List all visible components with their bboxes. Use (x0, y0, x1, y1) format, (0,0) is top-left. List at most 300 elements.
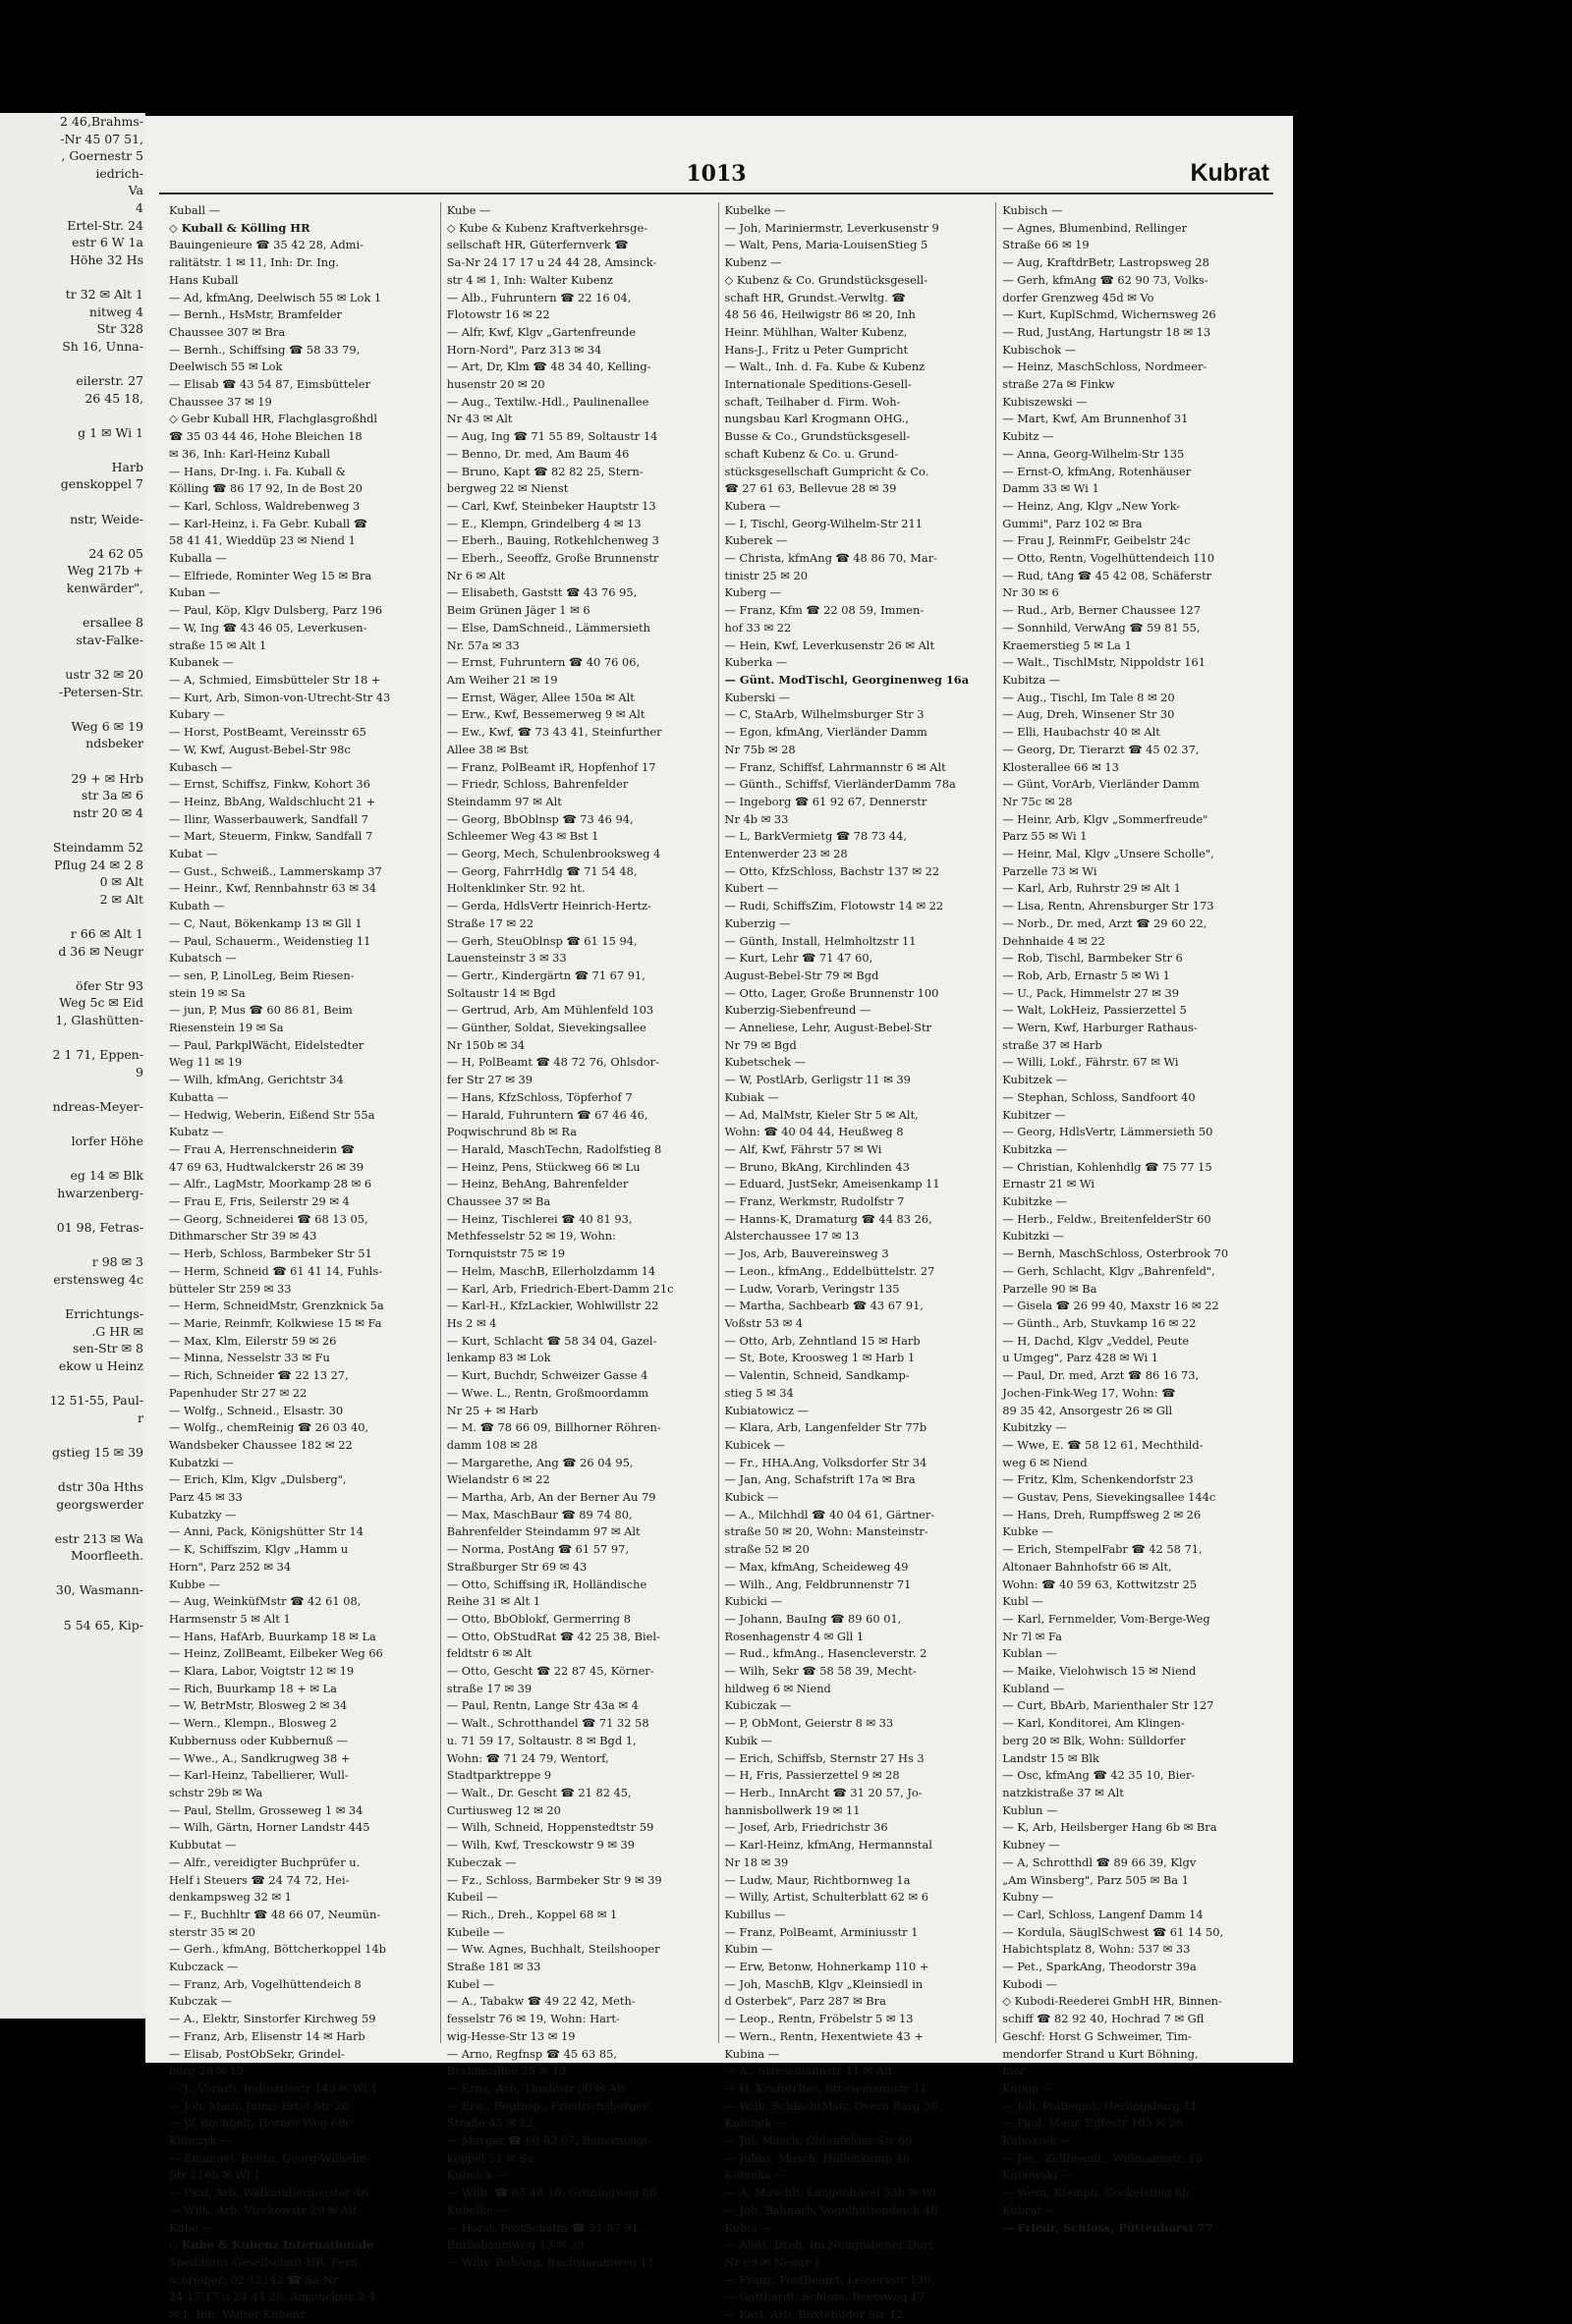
directory-entry-line: Kubiatowicz — (724, 1403, 810, 1417)
directory-entry-line: koppel 51 ✉ Sa (446, 2150, 533, 2165)
directory-entry-line: Chaussee 37 ✉ 19 (169, 394, 272, 409)
directory-entry-line: — Aug., Textilw.-Hdl., Paulinenallee (446, 394, 649, 409)
directory-entry-line: — Georg, Dr, Tierarzt ☎ 45 02 37, (1002, 742, 1200, 756)
directory-entry-line: — Wilh, Kwf, Tresckowstr 9 ✉ 39 (446, 1838, 635, 1853)
directory-entry-line: — Wilh, Gärtn, Horner Landstr 445 (169, 1820, 370, 1835)
left-strip-line: erstensweg 4c (53, 1271, 143, 1287)
directory-entry-line: bütteler Str 259 ✉ 33 (169, 1281, 292, 1296)
left-strip-line (0, 355, 145, 372)
left-strip-line: Pflug 24 ✉ 2 8 (54, 857, 143, 872)
left-strip-line: nstr 20 ✉ 4 (73, 804, 143, 820)
left-strip-line: ustr 32 ✉ 20 (65, 667, 143, 682)
directory-entry-line: — Wolfg., Schneid., Elsastr. 30 (169, 1403, 344, 1417)
directory-entry-line: — Kurt, Buchdr, Schweizer Gasse 4 (446, 1368, 648, 1383)
directory-entry-line: — W, Ing ☎ 43 46 05, Leverkusen- (169, 620, 367, 635)
directory-entry-line: — Art, Dr, Klm ☎ 48 34 40, Kelling- (446, 360, 651, 374)
directory-entry-line: Kubanek — (169, 655, 234, 670)
directory-entry-line: Nr. 57a ✉ 33 (446, 637, 520, 652)
left-strip-line: nitweg 4 (88, 304, 143, 319)
left-strip-line: 01 98, Fetras- (56, 1220, 143, 1235)
directory-entry-line: stein 19 ✉ Sa (169, 985, 246, 1000)
directory-entry-line: Brahmsallee 25 ✉ 13 (446, 2064, 567, 2078)
directory-entry-line: u. 71 59 17, Soltaustr. 8 ✉ Bgd 1, (446, 1733, 637, 1747)
directory-entry-line: schstr 29b ✉ Wa (169, 1785, 263, 1799)
directory-entry-line: — Willy, Artist, Schulterblatt 62 ✉ 6 (724, 1890, 928, 1905)
page-header (159, 157, 1273, 194)
left-strip-line: 2 46,Brahms- (60, 114, 143, 129)
directory-entry-line: — Kurt, KuplSchmd, Wichernsweg 26 (1002, 307, 1216, 322)
directory-entry-line: — Walt., Schrotthandel ☎ 71 32 58 (446, 1716, 649, 1731)
directory-entry-line: Kubel — (446, 1976, 495, 1991)
directory-entry-line: — Bruno, BkAng, Kirchlinden 43 (724, 1159, 910, 1174)
directory-entry-line: — Wilh, SchlachtMstr, Overn Barg 39 (724, 2098, 938, 2113)
directory-entry-line: — Martha, Arb, An der Berner Au 79 (446, 1490, 656, 1505)
directory-entry-line: 47 69 63, Hudtwalckerstr 26 ✉ 39 (169, 1159, 365, 1174)
directory-entry-line: — Martha, Sachbearb ☎ 43 67 91, (724, 1299, 925, 1313)
directory-entry-line: — Wwe., A., Sandkrugweg 38 + (169, 1750, 351, 1765)
directory-entry-line: — Gerh, Schlacht, Klgv „Bahrenfeld", (1002, 1263, 1215, 1278)
directory-entry-line: — Alf, Kwf, Fährstr 57 ✉ Wi (724, 1141, 882, 1156)
directory-entry-line: Wohn: ☎ 71 24 79, Wentorf, (446, 1750, 609, 1765)
left-strip-line: ekow u Heinz (58, 1357, 143, 1373)
left-strip-line (0, 821, 145, 839)
directory-entry-line: — Rud, tAng ☎ 45 42 08, Schäferstr (1002, 568, 1212, 582)
directory-entry-line: hier (1002, 2064, 1026, 2078)
directory-entry-line: Kubeile — (446, 1924, 505, 1939)
directory-entry-line: schaft HR, Grundst.-Verwltg. ☎ (724, 290, 906, 304)
directory-entry-line: — Gertr., Kindergärtn ☎ 71 67 91, (446, 968, 646, 982)
directory-entry-line: — Rob, Tischl, Barmbeker Str 6 (1002, 951, 1183, 966)
left-strip-line: ndreas-Meyer- (52, 1098, 143, 1114)
directory-entry-line: ☎ 35 03 44 46, Hohe Bleichen 18 (169, 429, 363, 444)
directory-entry-line: — Valentin, Schneid, Sandkamp- (724, 1368, 910, 1383)
directory-entry-line: schreiber: 02-12142 ☎ Sa-Nr (169, 2272, 339, 2287)
directory-entry-line: — Max, MaschBaur ☎ 89 74 80, (446, 1507, 633, 1522)
left-strip-line: r (138, 1410, 143, 1425)
directory-entry-line: Wandsbeker Chaussee 182 ✉ 22 (169, 1437, 353, 1452)
left-strip-line: 24 62 05 (88, 545, 143, 561)
directory-entry-line: — Heinz, Ang, Klgv „New York- (1002, 498, 1181, 513)
directory-entry-line: — Joh, MaschB, Klgv „Kleinsiedl in (724, 1976, 924, 1991)
directory-entry-line: Rosenhagenstr 4 ✉ Gll 1 (724, 1629, 865, 1643)
directory-entry-line: — Rud, JustAng, Hartungstr 18 ✉ 13 (1002, 324, 1211, 339)
directory-entry-line: — Bruno, Kapt ☎ 82 82 25, Stern- (446, 464, 644, 478)
directory-entry-line: — Heinr, Mal, Klgv „Unsere Scholle", (1002, 847, 1214, 861)
directory-entry-line: Kubicki — (724, 1594, 782, 1609)
directory-entry-line: — H, KraftdrBes, Stresemannstr 11 (724, 2080, 927, 2095)
directory-entry-line: Straße 181 ✉ 33 (446, 1960, 541, 1974)
left-strip-line (0, 1115, 145, 1133)
directory-entry-line: ✉ 36, Inh: Karl-Heinz Kuball (169, 446, 331, 461)
left-strip-line: Höhe 32 Hs (69, 251, 143, 267)
directory-entry-line: — Karl-Heinz, i. Fa Gebr. Kuball ☎ (169, 516, 367, 530)
directory-entry-line: — F., Buchhltr ☎ 48 66 07, Neumün- (169, 1907, 381, 1921)
directory-entry-line: — Otto, Arb, Zehntland 15 ✉ Harb (724, 1333, 921, 1348)
left-strip-line: estr 6 W 1a (72, 235, 143, 250)
directory-entry-line: — Joh, Mariniermstr, Leverkusenstr 9 (724, 220, 939, 235)
directory-entry-line: — Walt., TischlMstr, Nippoldstr 161 (1002, 655, 1207, 670)
directory-entry-line: — Franz, Kfm ☎ 22 08 59, Immen- (724, 603, 925, 618)
directory-entry-line: ✉ 1, Inh: Walter Kubenz (169, 2307, 306, 2322)
directory-entry-line: — Franz, PostBeamt, Lessersstr 139 (724, 2272, 931, 2287)
left-strip-line: Moorfleeth. (70, 1548, 143, 1564)
directory-entry-line: Nr 18 ✉ 39 (724, 1854, 789, 1869)
directory-entry-line: — Rud., Arb, Berner Chaussee 127 (1002, 603, 1201, 618)
left-strip-line (0, 441, 145, 459)
left-strip-line: -Nr 45 07 51, (60, 131, 143, 146)
directory-entry-line: Kubin — (724, 1942, 773, 1957)
directory-entry-line: Kubelke — (446, 2202, 508, 2217)
left-strip-line: Va (128, 183, 143, 198)
directory-entry-line: straße 17 ✉ 39 (446, 1681, 533, 1695)
left-strip-line: hwarzenberg- (57, 1185, 143, 1200)
directory-entry-line: — Fz., Schloss, Barmbeker Str 9 ✉ 39 (446, 1872, 662, 1887)
directory-entry-line: Kubicek — (724, 1437, 786, 1452)
directory-entry-line: — Hans, HafArb, Buurkamp 18 ✉ La (169, 1629, 376, 1643)
directory-entry-line: Harmsenstr 5 ✉ Alt 1 (169, 1611, 291, 1626)
directory-entry-line: schaft Kubenz & Co. u. Grund- (724, 446, 899, 461)
directory-entry-line: — P, ObMont, Geierstr 8 ✉ 33 (724, 1716, 894, 1731)
directory-entry-line: — Marie, Reinmfr, Kolkwiese 15 ✉ Fa (169, 1316, 382, 1330)
directory-entry-line: — Wilh. ☎ 65 48 10, Grüningweg 8b (446, 2186, 657, 2200)
directory-entry-line: — Horst, PostBeamt, Vereinsstr 65 (169, 725, 366, 740)
directory-entry-line: — Hein, Kwf, Leverkusenstr 26 ✉ Alt (724, 637, 935, 652)
directory-entry-line: — M. ☎ 78 66 09, Billhorner Röhren- (446, 1420, 661, 1435)
directory-entry-line: — jun, P, Mus ☎ 60 86 81, Beim (169, 1003, 353, 1018)
directory-entry-line: natzkistraße 37 ✉ Alt (1002, 1785, 1124, 1799)
directory-entry-line: — Christa, kfmAng ☎ 48 86 70, Mar- (724, 551, 938, 566)
directory-entry-line: — Gotthardt, Schloss, Beetsweg 17 (724, 2290, 926, 2304)
directory-entry-line: — Paul, Schauerm., Weidenstieg 11 (169, 933, 371, 948)
directory-entry-line: Kuboszek — (1002, 2133, 1072, 2148)
directory-entry-line: — Aug, Ing ☎ 71 55 89, Soltaustr 14 (446, 429, 658, 444)
directory-entry-line: Busse & Co., Grundstücksgesell- (724, 429, 911, 444)
directory-entry-line: August-Bebel-Str 79 ✉ Bgd (724, 968, 879, 982)
directory-column-2 (441, 202, 719, 2269)
directory-entry-line: — Bernh, MaschSchloss, Osterbrook 70 (1002, 1246, 1229, 1261)
directory-entry-line: Am Weiher 21 ✉ 19 (446, 672, 558, 687)
directory-entry-line: — Julius, Masch, Hüllenkamp 46 (724, 2150, 910, 2165)
directory-entry-line: — Wilh, Schneid, Hoppenstedtstr 59 (446, 1820, 654, 1835)
directory-entry-line: Kube — (169, 2220, 213, 2235)
directory-entry-line: — Otto, Gescht ☎ 22 87 45, Körner- (446, 1664, 654, 1679)
directory-entry-line: — Erich, StempelFabr ☎ 42 58 71, (1002, 1542, 1203, 1557)
directory-entry-line: Horn-Nord", Parz 313 ✉ 34 (446, 342, 602, 357)
directory-entry-line: — Hedwig, Weberin, Eißend Str 55a (169, 1107, 375, 1122)
directory-entry-line: Nr 79 ✉ Bgd (724, 1037, 797, 1052)
directory-entry-line: — Günth., Arb, Stuvkamp 16 ✉ 22 (1002, 1316, 1197, 1330)
left-strip-line: Errichtungs- (65, 1305, 143, 1321)
directory-entry-line: Curtiusweg 12 ✉ 20 (446, 1802, 561, 1817)
directory-entry-line: straße 37 ✉ Harb (1002, 1037, 1102, 1052)
directory-entry-line: sterstr 35 ✉ 20 (169, 1924, 255, 1939)
directory-entry-line: Nr 75c ✉ 28 (1002, 794, 1073, 808)
directory-entry-line: — Heinz, Tischlerei ☎ 40 81 93, (446, 1211, 633, 1226)
directory-entry-line: Hans Kuball (169, 272, 239, 287)
directory-entry-line: — Wern, Klempn, Gockelstieg 6b (1002, 2186, 1190, 2200)
directory-entry-line: — Wern., Klempn., Blosweg 2 (169, 1716, 337, 1731)
directory-entry-line: — Erna, Arb, Thedestr 90 ✉ Alt (446, 2080, 626, 2095)
directory-entry-line: — Herb., InnArcht ☎ 31 20 57, Jo- (724, 1785, 923, 1799)
directory-entry-line: ◇ Kube & Kubenz Kraftverkehrsge- (446, 220, 648, 235)
directory-entry-line: — Gertrud, Arb, Am Mühlenfeld 103 (446, 1003, 654, 1018)
directory-entry-line: — Karl-Heinz, kfmAng, Hermannstal (724, 1838, 932, 1853)
directory-entry-line: — Johann, BauIng ☎ 89 60 01, (724, 1611, 902, 1626)
directory-entry-line: — Friedr, Schloss, Bahrenfelder (446, 777, 629, 792)
directory-entry-line: — Anna, Georg-Wilhelm-Str 135 (1002, 446, 1185, 461)
directory-entry-line: Hans-J., Fritz u Peter Gumpricht (724, 342, 909, 357)
directory-entry-line: — Mart, Kwf, Am Brunnenhof 31 (1002, 412, 1189, 426)
directory-entry-line: Kubenz — (724, 255, 782, 270)
left-strip-line: Sh 16, Unna- (62, 338, 143, 354)
directory-entry-line: — Pet., SparkAng, Theodorstr 39a (1002, 1960, 1197, 1974)
directory-entry-line: — Frau E, Fris, Seilerstr 29 ✉ 4 (169, 1194, 350, 1209)
directory-entry-line: — Bernh., HsMstr, Bramfelder (169, 307, 342, 322)
directory-entry-line: straße 15 ✉ Alt 1 (169, 637, 267, 652)
directory-entry-line: — Karl, Arb, Ruhrstr 29 ✉ Alt 1 (1002, 881, 1181, 896)
directory-entry-line: berg 58 ✉ 13 (169, 2064, 245, 2078)
directory-entry-line: denkampsweg 32 ✉ 1 (169, 1890, 292, 1905)
directory-entry-line: — A, Schrotthdl ☎ 89 66 39, Klgv (1002, 1854, 1197, 1869)
directory-entry-line: — Elli, Haubachstr 40 ✉ Alt (1002, 725, 1160, 740)
left-strip-line (0, 1201, 145, 1219)
directory-entry-line: — K, Schiffszim, Klgv „Hamm u (169, 1542, 349, 1557)
directory-entry-line: Kubczack — (169, 1960, 239, 1974)
directory-entry-line: — Joh, PolBeamt, Herlingsburg 11 (1002, 2098, 1198, 2113)
left-strip-line (0, 1237, 145, 1254)
directory-entry-line: — K, Arb, Heilsberger Hang 6b ✉ Bra (1002, 1820, 1217, 1835)
directory-entry-line: — Else, DamSchneid., Lämmersieth (446, 620, 650, 635)
directory-entry-line: Nr 25 + ✉ Harb (446, 1403, 538, 1417)
left-strip-line (0, 1374, 145, 1392)
directory-entry-line: Wielandstr 6 ✉ 22 (446, 1472, 550, 1487)
directory-entry-line: Kubowski — (1002, 2168, 1073, 2183)
directory-entry-line: — Wilh, Arb, Virchowstr 29 ✉ Alt (169, 2202, 358, 2217)
directory-entry-line: — Elisab, PostObSekr, Grindel- (169, 2046, 345, 2061)
left-strip-line (0, 960, 145, 977)
directory-entry-line: Allee 38 ✉ Bst (446, 742, 529, 756)
directory-entry-line: Parz 45 ✉ 33 (169, 1490, 243, 1505)
directory-entry-line: Kubeczak — (446, 1854, 517, 1869)
directory-entry-line: — Karl, Konditorei, Am Klingen- (1002, 1716, 1185, 1731)
directory-entry-line: Kubl — (1002, 1594, 1043, 1609)
directory-column-3 (719, 202, 997, 2322)
directory-entry-line: Kuberzig-Siebenfreund — (724, 1003, 871, 1018)
directory-entry-line: — Günt, VorArb, Vierländer Damm (1002, 777, 1200, 792)
directory-entry-line: — Rud., kfmAng., Hasencleverstr. 2 (724, 1646, 927, 1661)
left-strip-line (0, 1080, 145, 1098)
directory-entry-line: — Ad, kfmAng, Deelwisch 55 ✉ Lok 1 (169, 290, 382, 304)
directory-entry-line: mendorfer Strand u Kurt Böhning, (1002, 2046, 1199, 2061)
directory-entry-line: — Carl, Kwf, Steinbeker Hauptstr 13 (446, 498, 656, 513)
directory-entry-line: Kuban — (169, 585, 221, 600)
directory-entry-line: Kubbernuss oder Kubbernuß — (169, 1733, 348, 1747)
directory-entry-line: Kubillus — (724, 1907, 786, 1921)
left-strip-line (0, 908, 145, 925)
directory-entry-line: ralitätstr. 1 ✉ 11, Inh: Dr. Ing. (169, 255, 340, 270)
directory-entry-line: Kuballa — (169, 551, 227, 566)
directory-entry-line: — Bernh., Schiffsing ☎ 58 33 79, (169, 342, 361, 357)
directory-entry-line: — C, Naut, Bökenkamp 13 ✉ Gll 1 (169, 915, 363, 930)
left-strip-line (0, 268, 145, 286)
directory-entry-line: ◇ Kubenz & Co. Grundstücksgesell- (724, 272, 927, 287)
directory-entry-line: — I, Tischl, Georg-Wilhelm-Str 211 (724, 516, 923, 530)
directory-entry-line: — Emanuel, Rentn, Georg-Wilhelm- (169, 2150, 370, 2165)
directory-entry-line: Kubatsch — (169, 951, 237, 966)
directory-entry-line: — A, Schmied, Eimsbütteler Str 18 + (169, 672, 381, 687)
directory-entry-line: — Aug., Tischl, Im Tale 8 ✉ 20 (1002, 690, 1175, 704)
directory-entry-line: Kubke — (1002, 1524, 1053, 1539)
directory-entry-line: — Günth., Schiffsf, VierländerDamm 78a (724, 777, 956, 792)
left-strip-line (0, 1028, 145, 1046)
directory-entry-line: — Ernst, Wäger, Allee 150a ✉ Alt (446, 690, 635, 704)
directory-entry-line: Internationale Speditions-Gesell- (724, 377, 912, 392)
directory-entry-line: — Heinz, BbAng, Waldschlucht 21 + (169, 794, 376, 808)
directory-entry-line: hannisbollwerk 19 ✉ 11 (724, 1802, 861, 1817)
directory-entry-line: — H, Fris, Passierzettel 9 ✉ 28 (724, 1768, 900, 1783)
directory-entry-line: straße 52 ✉ 20 (724, 1542, 810, 1557)
left-strip-line: iedrich- (95, 165, 143, 181)
directory-entry-line: — Egon, kfmAng, Vierländer Damm (724, 725, 927, 740)
directory-entry-line: Nr 4b ✉ 33 (724, 811, 789, 826)
directory-entry-line: — Ernst-O, kfmAng, Rotenhäuser (1002, 464, 1192, 478)
directory-entry-line: sellschaft HR, Güterfernverk ☎ (446, 238, 629, 252)
directory-entry-line: str 4 ✉ 1, Inh: Walter Kubenz (446, 272, 613, 287)
directory-entry-line: — Willy, BehAng, Buchsbaumweg 11 (446, 2254, 655, 2269)
directory-entry-line: Kubat — (169, 847, 218, 861)
directory-entry-line: — Erich, Klm, Klgv „Dulsberg", (169, 1472, 347, 1487)
directory-entry-line: — Kurt, Arb, Simon-von-Utrecht-Str 43 (169, 690, 391, 704)
directory-entry-line: — Günther, Soldat, Sievekingsallee (446, 1021, 646, 1035)
directory-entry-line: — St, Bote, Kroosweg 1 ✉ Harb 1 (724, 1351, 916, 1365)
directory-entry-line: — Minna, Nesselstr 33 ✉ Fu (169, 1351, 330, 1365)
directory-entry-line: — Ernst, Schiffsz, Finkw, Kohort 36 (169, 777, 370, 792)
directory-entry-line: 48 56 46, Heilwigstr 86 ✉ 20, Inh (724, 307, 916, 322)
directory-entry-line: — Georg, HdlsVertr, Lämmersieth 50 (1002, 1125, 1213, 1139)
directory-entry-line: — Gerda, HdlsVertr Heinrich-Hertz- (446, 899, 651, 913)
directory-entry-line: — Norb., Dr. med, Arzt ☎ 29 60 22, (1002, 915, 1207, 930)
directory-entry-line: — Paul, Arb, Walkmüllermeister 46 (169, 2186, 368, 2200)
left-strip-line: d 36 ✉ Neugr (58, 943, 143, 959)
directory-entry-line: Methfesselstr 52 ✉ 19, Wohn: (446, 1229, 616, 1244)
directory-entry-line: — Elisab ☎ 43 54 87, Eimsbütteler (169, 377, 370, 392)
directory-entry-line: — Mart, Steuerm, Finkw, Sandfall 7 (169, 829, 373, 844)
directory-entry-line: — E., Klempn, Grindelberg 4 ✉ 13 (446, 516, 642, 530)
directory-entry-line: Kubitza — (1002, 672, 1061, 687)
directory-entry-line: Kubick — (724, 1490, 779, 1505)
directory-entry-line: — Otto, Lager, Große Brunnenstr 100 (724, 985, 939, 1000)
directory-entry-line: — Elfriede, Rominter Weg 15 ✉ Bra (169, 568, 372, 582)
directory-entry-line: — Heinz, MaschSchloss, Nordmeer- (1002, 360, 1207, 374)
page-number: 1013 (686, 161, 747, 187)
directory-entry-line: — Franz, Arb, Elisenstr 14 ✉ Harb (169, 2028, 365, 2043)
left-strip-line: r 66 ✉ Alt 1 (70, 925, 143, 941)
directory-entry-line: — Wilh, kfmAng, Gerichtstr 34 (169, 1073, 344, 1087)
directory-entry-line: Helf i Steuers ☎ 24 74 72, Hei- (169, 1872, 350, 1887)
directory-entry-line: — Eduard, JustSekr, Ameisenkamp 11 (724, 1177, 940, 1191)
directory-entry-line: — Joh, Bahnarb, Vogelhüttendeich 48 (724, 2202, 938, 2217)
left-strip-line: estr 213 ✉ Wa (54, 1530, 143, 1546)
directory-entry-line: — Paul, Dr. med, Arzt ☎ 86 16 73, (1002, 1368, 1200, 1383)
directory-entry-line: Nr 6 ✉ Alt (446, 568, 506, 582)
directory-entry-line: — Otto, BbOblokf, Germerring 8 (446, 1611, 631, 1626)
left-strip-line (0, 407, 145, 424)
directory-entry-line: — Paul, ParkplWächt, Eidelstedter (169, 1037, 365, 1052)
directory-column-4 (996, 202, 1273, 2235)
directory-entry-line: Alsterchaussee 17 ✉ 13 (724, 1229, 860, 1244)
directory-entry-line: — Wilh., Ang, Feldbrunnenstr 71 (724, 1577, 912, 1591)
directory-entry-line: berg 20 ✉ Blk, Wohn: Sülldorfer (1002, 1733, 1186, 1747)
left-strip-line: 26 45 18, (84, 390, 143, 406)
directory-entry-line: — Jos., Zollbeamt., Wißmannstr. 15 (1002, 2150, 1203, 2165)
directory-entry-line: — Josef, Arb, Friedrichstr 36 (724, 1820, 888, 1835)
directory-entry-line: — Gustav, Pens, Sievekingsallee 144c (1002, 1490, 1216, 1505)
directory-entry-line: — Wern., Rentn, Hexentwiete 43 + (724, 2028, 924, 2043)
directory-entry-line: Kraemerstieg 5 ✉ La 1 (1002, 637, 1132, 652)
directory-entry-line: u Umgeg", Parz 428 ✉ Wi 1 (1002, 1351, 1158, 1365)
directory-entry-line: stücksgesellschaft Gumpricht & Co. (724, 464, 929, 478)
directory-entry-line: Entenwerder 23 ✉ 28 (724, 847, 848, 861)
left-strip-line: dstr 30a Hths (57, 1478, 143, 1494)
directory-entry-line: ☎ 27 61 63, Bellevue 28 ✉ 39 (724, 481, 897, 496)
directory-entry-line: Dehnhaide 4 ✉ 22 (1002, 933, 1105, 948)
left-strip-line (0, 1288, 145, 1305)
directory-entry-line: — Curt, BbArb, Marienthaler Str 127 (1002, 1698, 1214, 1713)
directory-entry-line: — W, BetrMstr, Blosweg 2 ✉ 34 (169, 1698, 348, 1713)
directory-entry-line: — Fritz, Klm, Schenkendorfstr 23 (1002, 1472, 1194, 1487)
directory-entry-line: Kubetschek — (724, 1055, 806, 1070)
directory-entry-line: — Gust., Schweiß., Lammerskamp 37 (169, 863, 382, 878)
directory-entry-line: — Günth, Install, Helmholtzstr 11 (724, 933, 917, 948)
left-strip-line: ndsbeker (85, 736, 143, 751)
left-strip-line (0, 1513, 145, 1530)
directory-entry-line: — Günt. ModTischl, Georginenweg 16a (724, 672, 970, 687)
directory-entry-line: — Karl, Arb, Buxtehuder Str 12 (724, 2307, 904, 2322)
directory-entry-line: — A., Stresemannstr 11 ✉ Alt (724, 2064, 893, 2078)
directory-entry-line: — Leon., kfmAng., Eddelbüttelstr. 27 (724, 1263, 935, 1278)
directory-entry-line: — Franz, Schiffsf, Lahrmannstr 6 ✉ Alt (724, 759, 946, 774)
directory-entry-line: — Franz, Werkmstr, Rudolfstr 7 (724, 1194, 905, 1209)
left-strip-line: Weg 6 ✉ 19 (71, 718, 143, 734)
directory-entry-line: Beim Grünen Jäger 1 ✉ 6 (446, 603, 590, 618)
directory-entry-line: — A., Tabakw ☎ 49 22 42, Meth- (446, 1994, 636, 2009)
directory-entry-line: nungsbau Karl Krogmann OHG., (724, 412, 909, 426)
directory-entry-line: — sen, P, LinolLeg, Beim Riesen- (169, 968, 355, 982)
directory-entry-line: — Max, Klm, Eilerstr 59 ✉ 26 (169, 1333, 337, 1348)
directory-entry-line: — Ew., Kwf, ☎ 73 43 41, Steinfurther (446, 725, 662, 740)
directory-entry-line: Kubatzki — (169, 1455, 234, 1469)
directory-entry-line: Jochen-Fink-Weg 17, Wohn: ☎ (1002, 1385, 1176, 1400)
left-strip-line (0, 700, 145, 718)
directory-entry-line: Kubera — (724, 498, 781, 513)
directory-entry-line: Nr 7l ✉ Fa (1002, 1629, 1062, 1643)
directory-entry-line: Straße 45 ✉ 22 (446, 2116, 534, 2130)
directory-entry-line: — Paul, Stellm, Grosseweg 1 ✉ 34 (169, 1802, 364, 1817)
directory-entry-line: Kubiszewski — (1002, 394, 1088, 409)
directory-entry-line: — Ad, MalMstr, Kieler Str 5 ✉ Alt, (724, 1107, 919, 1122)
directory-entry-line: — Alfr., LagMstr, Moorkamp 28 ✉ 6 (169, 1177, 372, 1191)
directory-entry-line: Kuberka — (724, 655, 788, 670)
directory-entry-line: — Klara, Arb, Langenfelder Str 77b (724, 1420, 927, 1435)
directory-entry-line: husenstr 20 ✉ 20 (446, 377, 545, 392)
directory-entry-line: Kubary — (169, 707, 225, 722)
directory-entry-line: damm 108 ✉ 28 (446, 1437, 538, 1452)
directory-entry-line: — A., Milchhdl ☎ 40 04 61, Gärtner- (724, 1507, 935, 1522)
directory-entry-line: tinistr 25 ✉ 20 (724, 568, 808, 582)
directory-entry-line: schiff ☎ 82 92 40, Hochrad 7 ✉ Gfl (1002, 2012, 1205, 2026)
header-catchword: Kubrat (1190, 159, 1269, 187)
directory-entry-line: — Aug, KraftdrBetr, Lastropsweg 28 (1002, 255, 1209, 270)
